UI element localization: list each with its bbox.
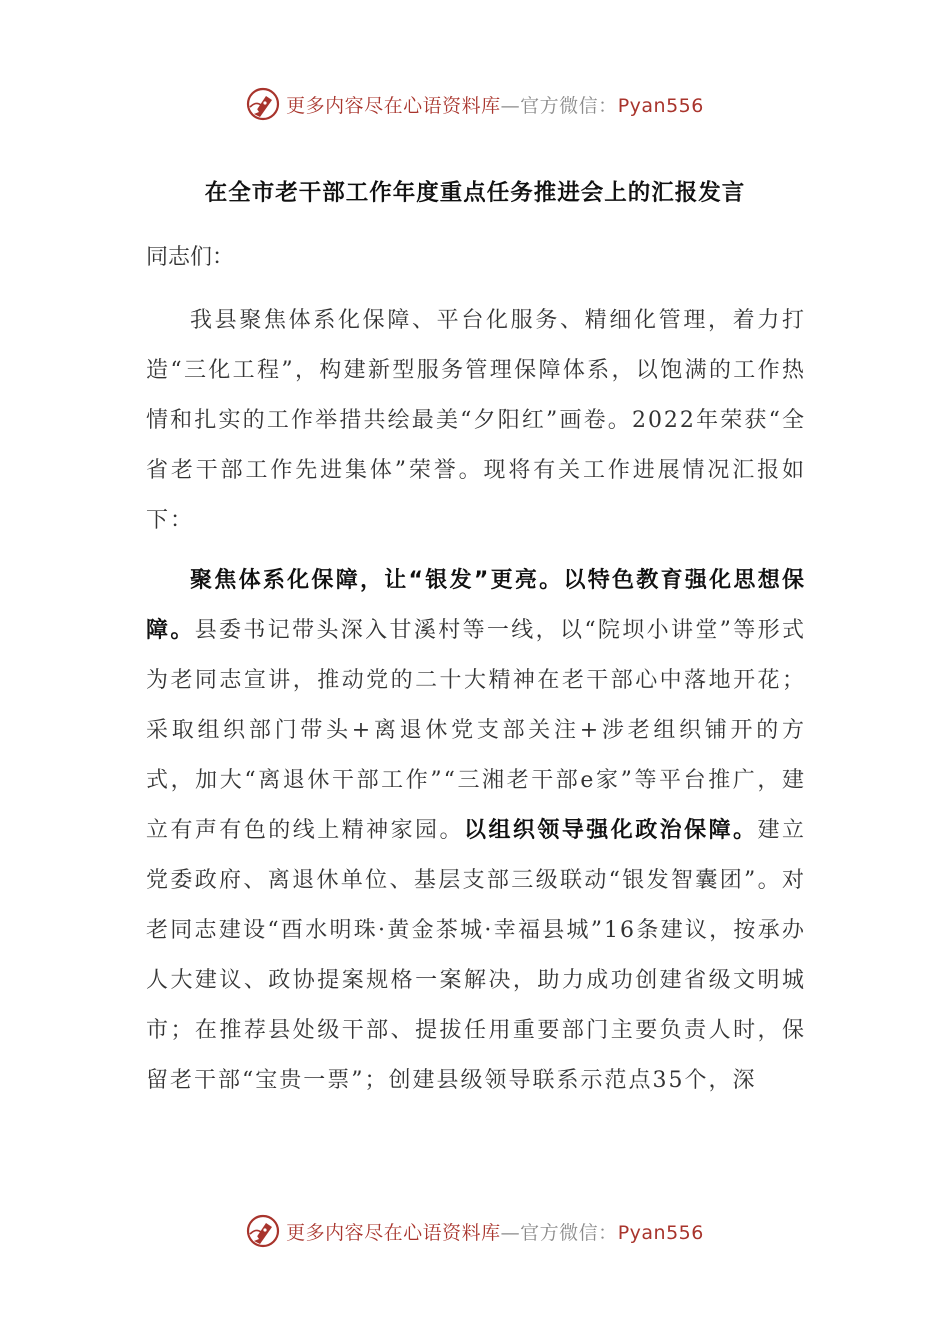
footer-site-text: 更多内容尽在心语资料库 (286, 1221, 501, 1244)
header-banner (0, 84, 950, 124)
footer-wechat-id: Pyan556 (617, 1221, 704, 1244)
pen-nib-logo-icon (246, 1214, 280, 1248)
paragraph-section-1 (146, 556, 806, 1106)
body-text-ideological: 县委书记带头深入甘溪村等一线，以“院坝小讲堂”等形式为老同志宣讲，推动党的二十大精神在老干部心中落地开花；采取组织部门带头+离退休党支部关注+涉老组织铺开的方式，加大“离退休干部工作”“三湘老干部e家”等平台推广，建立有声有色的线上精神家园。 (146, 618, 806, 843)
body-text-political: 建立党委政府、离退休单位、基层支部三级联动“银发智囊团”。对老同志建设“酉水明珠·黄金茶城·幸福县城”16条建议，按承办人大建议、政协提案规格一案解决，助力成功创建省级文明城市；在推荐县处级干部、提拔任用重要部门主要负责人时，保留老干部“宝贵一票”；创建县级领导联系示范点35个，深 (146, 818, 806, 1093)
salutation: 同志们： (146, 245, 235, 270)
header-dash: — (500, 94, 521, 117)
document-title: 在全市老干部工作年度重点任务推进会上的汇报发言 (204, 180, 746, 206)
footer-wechat-label: 官方微信： (520, 1221, 618, 1244)
header-banner-text (286, 91, 704, 118)
header-wechat-id: Pyan556 (617, 94, 704, 117)
header-site-text: 更多内容尽在心语资料库 (286, 94, 501, 117)
footer-banner (0, 1211, 950, 1251)
footer-dash: — (500, 1221, 521, 1244)
section-heading: 聚焦体系化保障，让“银发”更亮。 (190, 568, 564, 593)
header-wechat-label: 官方微信： (520, 94, 618, 117)
subheading-political: 以组织领导强化政治保障。 (463, 818, 758, 843)
subheading-ideological: 以特色教育强化思想保障。 (146, 568, 806, 643)
footer-banner-text (286, 1218, 704, 1245)
paragraph-intro: 我县聚焦体系化保障、平台化服务、精细化管理，着力打造“三化工程”，构建新型服务管理保障体系，以饱满的工作热情和扎实的工作举措共绘最美“夕阳红”画卷。2022年荣获“全省老干部工作先进集体”荣誉。现将有关工作进展情况汇报如下： (146, 308, 806, 533)
pen-nib-logo-icon (246, 87, 280, 121)
